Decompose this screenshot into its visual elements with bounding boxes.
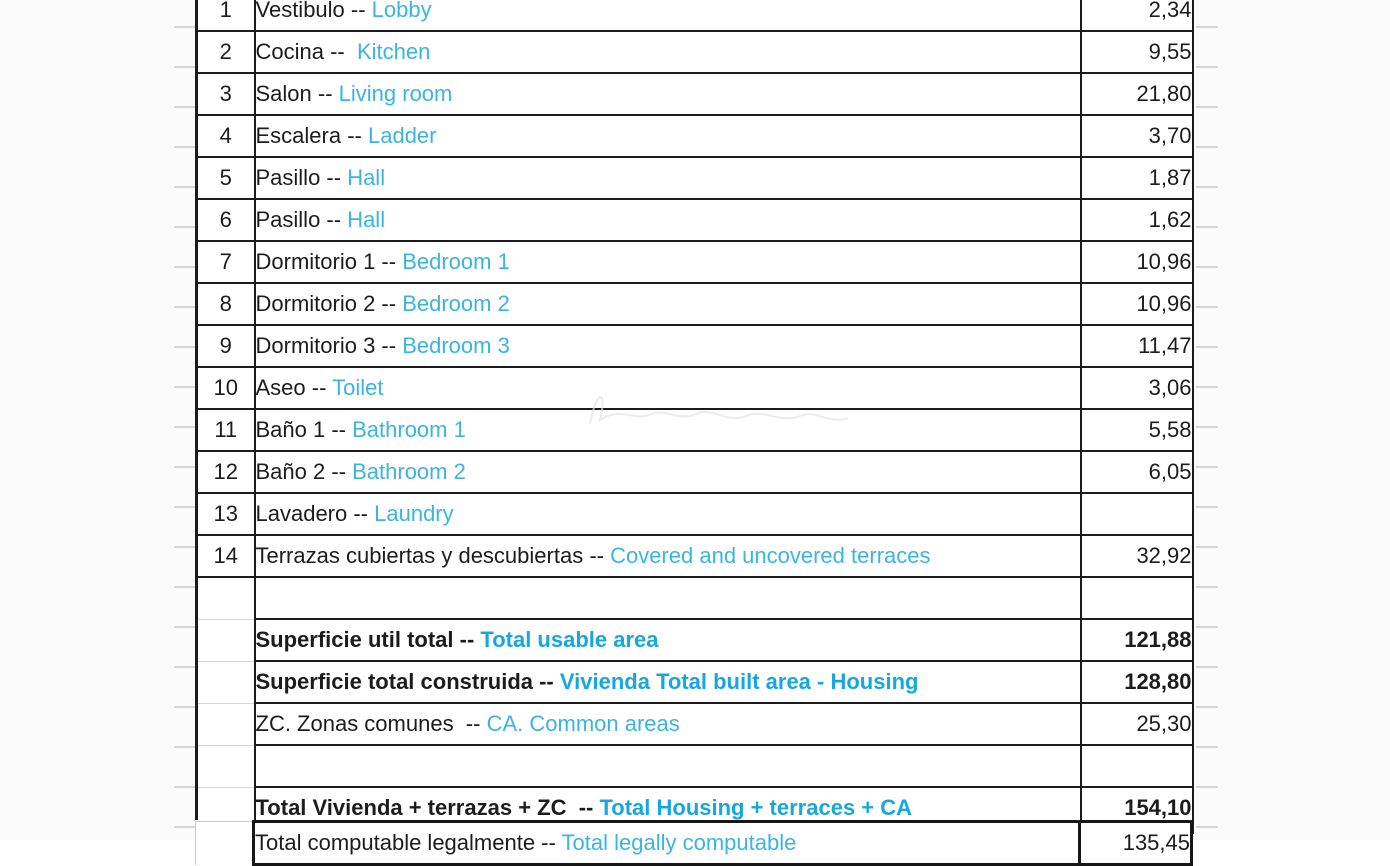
row-number-cell: 13 (197, 493, 255, 535)
label-spanish: Baño 1 -- (255, 417, 353, 442)
table-row (197, 199, 1193, 241)
room-label-cell (255, 73, 1081, 115)
label-spanish: Cocina -- (255, 39, 357, 64)
row-number-cell: 10 (197, 367, 255, 409)
table-row (197, 73, 1193, 115)
table-row (197, 0, 1193, 31)
area-value-cell: 2,34 (1081, 0, 1193, 31)
table-row (197, 325, 1193, 367)
area-value-cell: 32,92 (1081, 535, 1193, 577)
room-label-cell (255, 493, 1081, 535)
label-english: Total Housing + terraces + CA (599, 795, 913, 820)
label-english: Total legally computable (561, 830, 797, 855)
label-english: Vivienda Total built area - Housing (559, 669, 919, 694)
label-spanish: Dormitorio 2 -- (255, 291, 403, 316)
area-value-cell: 21,80 (1081, 73, 1193, 115)
label-english: Bathroom 1 (352, 417, 466, 442)
row-number-cell: 1 (197, 0, 255, 31)
row-number-cell: 2 (197, 31, 255, 73)
label-spanish: Pasillo -- (255, 165, 348, 190)
room-label-cell (255, 283, 1081, 325)
row-number-cell: 5 (197, 157, 255, 199)
area-value-cell: 135,45 (1080, 822, 1192, 865)
label-english: Toilet (332, 375, 384, 400)
table-row (197, 157, 1193, 199)
row-number-cell: 3 (197, 73, 255, 115)
area-value-cell: 1,87 (1081, 157, 1193, 199)
area-table-body (197, 0, 1193, 831)
room-label-cell (255, 115, 1081, 157)
area-value-cell: 1,62 (1081, 199, 1193, 241)
room-label-cell (255, 703, 1081, 745)
label-spanish: Total computable legalmente -- (255, 830, 562, 855)
label-spanish: Pasillo -- (255, 207, 348, 232)
table-row (197, 451, 1193, 493)
room-label-cell (255, 535, 1081, 577)
room-label-cell (255, 745, 1081, 787)
area-value-cell (1081, 577, 1193, 619)
row-number-cell (197, 661, 255, 703)
room-label-cell (255, 31, 1081, 73)
room-label-cell (255, 619, 1081, 661)
label-spanish: Terrazas cubiertas y descubiertas -- (255, 543, 611, 568)
area-value-cell: 10,96 (1081, 241, 1193, 283)
label-spanish: Total Vivienda + terrazas + ZC -- (255, 795, 600, 820)
row-number-cell: 8 (197, 283, 255, 325)
label-english: Bedroom 3 (402, 333, 510, 358)
label-english: Covered and uncovered terraces (610, 543, 931, 568)
table-row (197, 577, 1193, 619)
label-english: Living room (338, 81, 453, 106)
table-row (197, 283, 1193, 325)
label-english: Kitchen (356, 39, 431, 64)
table-row (196, 822, 1192, 865)
area-value-cell: 9,55 (1081, 31, 1193, 73)
row-number-cell (197, 619, 255, 661)
room-label-cell (255, 367, 1081, 409)
room-label-cell (255, 241, 1081, 283)
gridline-stubs-right (1196, 0, 1218, 852)
label-english: Lobby (371, 0, 432, 22)
footer-table (195, 820, 1193, 866)
row-number-cell (197, 577, 255, 619)
row-number-cell (196, 822, 254, 865)
table-row (197, 241, 1193, 283)
room-label-cell (255, 409, 1081, 451)
label-english: Bathroom 2 (352, 459, 466, 484)
room-label-cell (255, 661, 1081, 703)
area-value-cell: 6,05 (1081, 451, 1193, 493)
area-value-cell: 128,80 (1081, 661, 1193, 703)
area-table (195, 0, 1194, 834)
room-label-cell (255, 199, 1081, 241)
label-english: Ladder (367, 123, 437, 148)
row-number-cell: 6 (197, 199, 255, 241)
label-spanish: Superficie util total -- (255, 627, 481, 652)
table-row (197, 493, 1193, 535)
area-value-cell: 11,47 (1081, 325, 1193, 367)
row-number-cell (197, 745, 255, 787)
area-value-cell: 5,58 (1081, 409, 1193, 451)
room-label-cell (254, 822, 1080, 865)
row-number-cell: 9 (197, 325, 255, 367)
label-spanish: Aseo -- (255, 375, 333, 400)
area-value-cell: 121,88 (1081, 619, 1193, 661)
row-number-cell: 12 (197, 451, 255, 493)
label-spanish: ZC. Zonas comunes -- (255, 711, 487, 736)
table-row (197, 115, 1193, 157)
table-row (197, 703, 1193, 745)
area-value-cell: 3,70 (1081, 115, 1193, 157)
label-spanish: Superficie total construida -- (255, 669, 560, 694)
area-value-cell (1081, 493, 1193, 535)
row-number-cell: 7 (197, 241, 255, 283)
table-row (197, 619, 1193, 661)
label-spanish: Dormitorio 1 -- (255, 249, 403, 274)
label-spanish: Vestibulo -- (255, 0, 372, 22)
label-english: Total usable area (480, 627, 659, 652)
label-spanish: Lavadero -- (255, 501, 375, 526)
room-label-cell (255, 157, 1081, 199)
table-row (197, 661, 1193, 703)
room-label-cell (255, 0, 1081, 31)
area-value-cell: 3,06 (1081, 367, 1193, 409)
room-label-cell (255, 451, 1081, 493)
label-spanish: Escalera -- (255, 123, 368, 148)
area-value-cell (1081, 745, 1193, 787)
label-english: Laundry (374, 501, 454, 526)
row-number-cell: 14 (197, 535, 255, 577)
row-number-cell (197, 703, 255, 745)
table-row (197, 409, 1193, 451)
table-row (197, 535, 1193, 577)
room-label-cell (255, 325, 1081, 367)
label-spanish: Baño 2 -- (255, 459, 353, 484)
label-english: Bedroom 1 (402, 249, 510, 274)
label-spanish: Salon -- (255, 81, 339, 106)
room-label-cell (255, 577, 1081, 619)
area-value-cell: 10,96 (1081, 283, 1193, 325)
table-row (197, 31, 1193, 73)
row-number-cell: 11 (197, 409, 255, 451)
table-row (197, 745, 1193, 787)
label-english: Bedroom 2 (402, 291, 510, 316)
label-english: Hall (347, 165, 386, 190)
area-value-cell: 25,30 (1081, 703, 1193, 745)
label-spanish: Dormitorio 3 -- (255, 333, 403, 358)
row-number-cell: 4 (197, 115, 255, 157)
label-english: Hall (347, 207, 386, 232)
table-row (197, 367, 1193, 409)
gridline-stubs-left (174, 0, 195, 852)
label-english: CA. Common areas (486, 711, 680, 736)
area-value-cell: 154,10 (1081, 787, 1193, 831)
